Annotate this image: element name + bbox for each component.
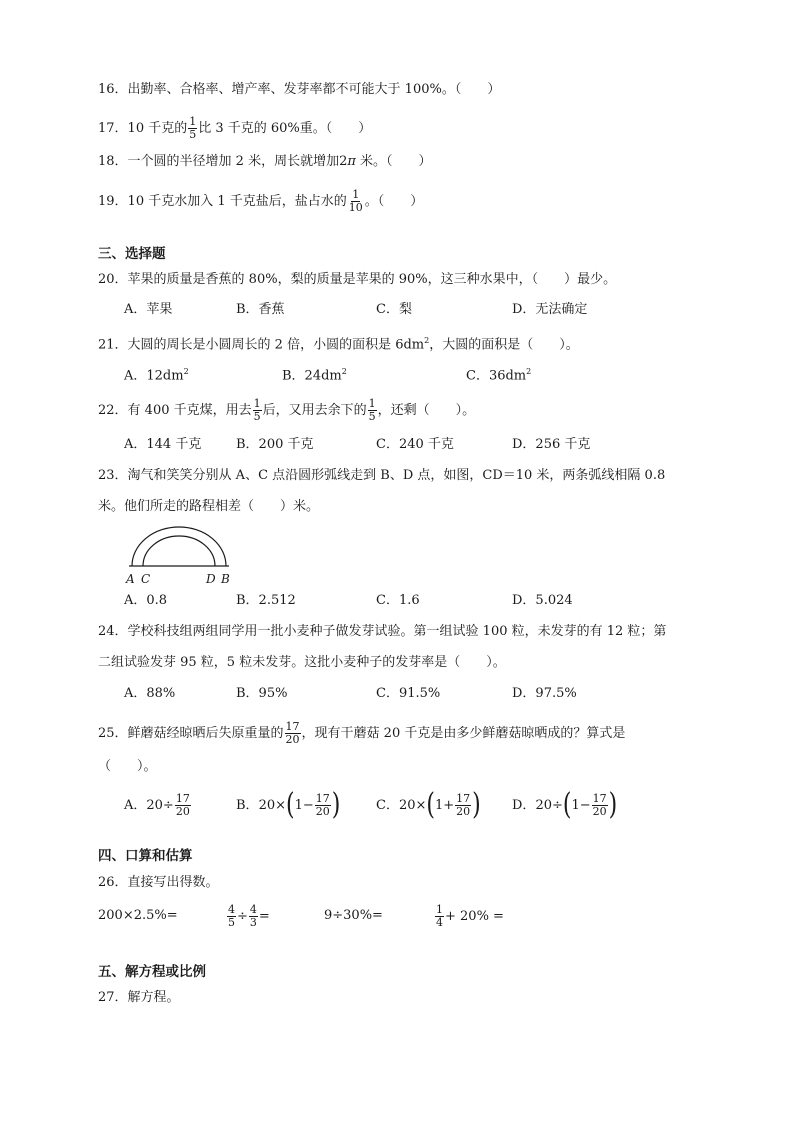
question-21-post: ，大圆的面积是（ ）。: [429, 337, 579, 353]
expression-4: $\frac{1}{4}$ + 20% =: [436, 903, 504, 929]
fraction: $\frac{1}{5}$: [189, 115, 197, 141]
label-b: B: [221, 572, 230, 586]
option-b: B．香蕉: [236, 302, 285, 317]
question-27: 27．解方程。: [98, 990, 180, 1005]
fraction: $\frac{4}{3}$: [249, 903, 257, 929]
option-b: B．$24dm^2$: [282, 367, 347, 384]
question-24-line1: 24．学校科技组两组同学用一批小麦种子做发芽试验。第一组试验 100 粒，未发芽的有 12 粒；第: [98, 624, 667, 639]
question-18-pre: 18．一个圆的半径增加 2 米，周长就增加: [98, 154, 340, 169]
question-22: 22．有 400 千克煤，用去 $\frac{1}{5}$ 后，又用去余下的 $\frac{1}{5}$ ，还剩（ ）。: [98, 397, 476, 423]
option-c: C．240 千克: [376, 437, 454, 452]
circumference-increase: 2: [339, 154, 348, 169]
question-16: [98, 80, 500, 100]
question-23-line1: 23．淘气和笑笑分别从 A、C 点沿圆形弧线走到 B、D 点，如图，CD＝10 米，两条弧线相隔 0.8: [98, 468, 666, 483]
question-23-line2: 米。他们所走的路程相差（ ）米。: [98, 499, 320, 514]
fraction: $\frac{17}{20}$: [456, 792, 471, 818]
option-d: D．无法确定: [512, 302, 588, 317]
option-a: A．20÷ $\frac{17}{20}$: [124, 792, 190, 818]
question-25-line2: （ ）。: [98, 759, 157, 774]
section-4-title: 四、口算和估算: [98, 848, 193, 864]
question-16-text: 16．出勤率、合格率、增产率、发芽率都不可能大于 100%。（ ）: [98, 82, 501, 97]
option-b: B．95%: [236, 686, 288, 701]
question-25: 25．鲜蘑菇经晾晒后失原重量的 $\frac{17}{20}$ ，现有干蘑菇 20 千克是由多少鲜蘑菇晾晒成的？算式是: [98, 720, 626, 746]
option-c: C．20×(1+ $\frac{17}{20}$ ): [376, 787, 481, 822]
question-20-text: 20．苹果的质量是香蕉的 80%，梨的质量是苹果的 90%，这三种水果中，（ ）最少。: [98, 272, 617, 287]
section-5-title: 五、解方程或比例: [98, 964, 206, 980]
option-d: D．256 千克: [512, 437, 591, 452]
option-a: A．144 千克: [124, 437, 202, 452]
question-18: [98, 152, 432, 172]
fraction: $\frac{1}{10}$: [348, 188, 363, 214]
question-21-text: 21．大圆的周长是小圆周长的 2 倍，小圆的面积是 6dm: [98, 337, 425, 353]
question-19-pre: 19．10 千克水加入 1 千克盐后，盐占水的: [98, 194, 347, 209]
fraction: $\frac{4}{5}$: [228, 903, 235, 929]
option-c: C．梨: [376, 302, 412, 317]
option-a: A．0.8: [124, 593, 168, 608]
question-21: [98, 331, 579, 355]
superscript: 2: [424, 336, 430, 345]
question-17-pre: 17．10 千克的: [98, 121, 188, 136]
section-3-title: 三、选择题: [98, 246, 166, 262]
expression-3: 9÷30%=: [324, 908, 383, 923]
option-b: B．20×(1− $\frac{17}{20}$ ): [236, 787, 341, 822]
label-d: D: [206, 572, 216, 586]
option-d: D．20÷(1− $\frac{17}{20}$ ): [512, 787, 618, 822]
option-a: A．88%: [124, 686, 176, 701]
fraction: $\frac{1}{5}$: [253, 397, 261, 423]
pi-symbol: π: [347, 154, 356, 169]
option-b: B．200 千克: [236, 437, 314, 452]
question-26: 26．直接写出得数。: [98, 875, 219, 890]
fraction: $\frac{17}{20}$: [285, 720, 300, 746]
question-19-post: 。（ ）: [364, 194, 424, 209]
question-20: [98, 270, 616, 290]
option-a: A．苹果: [124, 302, 173, 317]
outer-arc: [132, 527, 226, 566]
fraction: $\frac{1}{5}$: [368, 397, 376, 423]
expression-2: $\frac{4}{5}$ ÷ $\frac{4}{3}$ =: [228, 903, 270, 929]
option-b: B．2.512: [236, 593, 296, 608]
option-a: A．$12dm^2$: [124, 367, 189, 384]
label-a: A: [126, 572, 135, 586]
question-19: [98, 189, 423, 214]
option-d: D．97.5%: [512, 686, 577, 701]
option-c: C．1.6: [376, 593, 420, 608]
question-18-post: 米。（ ）: [355, 154, 432, 169]
question-24-line2: 二组试验发芽 95 粒，5 粒未发芽。这批小麦种子的发芽率是（ ）。: [98, 655, 506, 670]
option-c: C．91.5%: [376, 686, 441, 701]
fraction: $\frac{17}{20}$: [315, 792, 330, 818]
option-d: D．5.024: [512, 593, 573, 608]
question-17-post: 比 3 千克的 60%重。（ ）: [198, 121, 372, 136]
expression-1: 200×2.5%=: [98, 908, 178, 923]
fraction: $\frac{17}{20}$: [592, 792, 607, 818]
semicircle-arc-diagram: [122, 520, 242, 590]
question-17: [98, 116, 371, 141]
label-c: C: [141, 572, 151, 586]
fraction: $\frac{1}{4}$: [436, 903, 443, 929]
inner-arc: [143, 536, 215, 566]
option-c: C．$36dm^2$: [466, 367, 532, 384]
fraction: $\frac{17}{20}$: [175, 792, 190, 818]
